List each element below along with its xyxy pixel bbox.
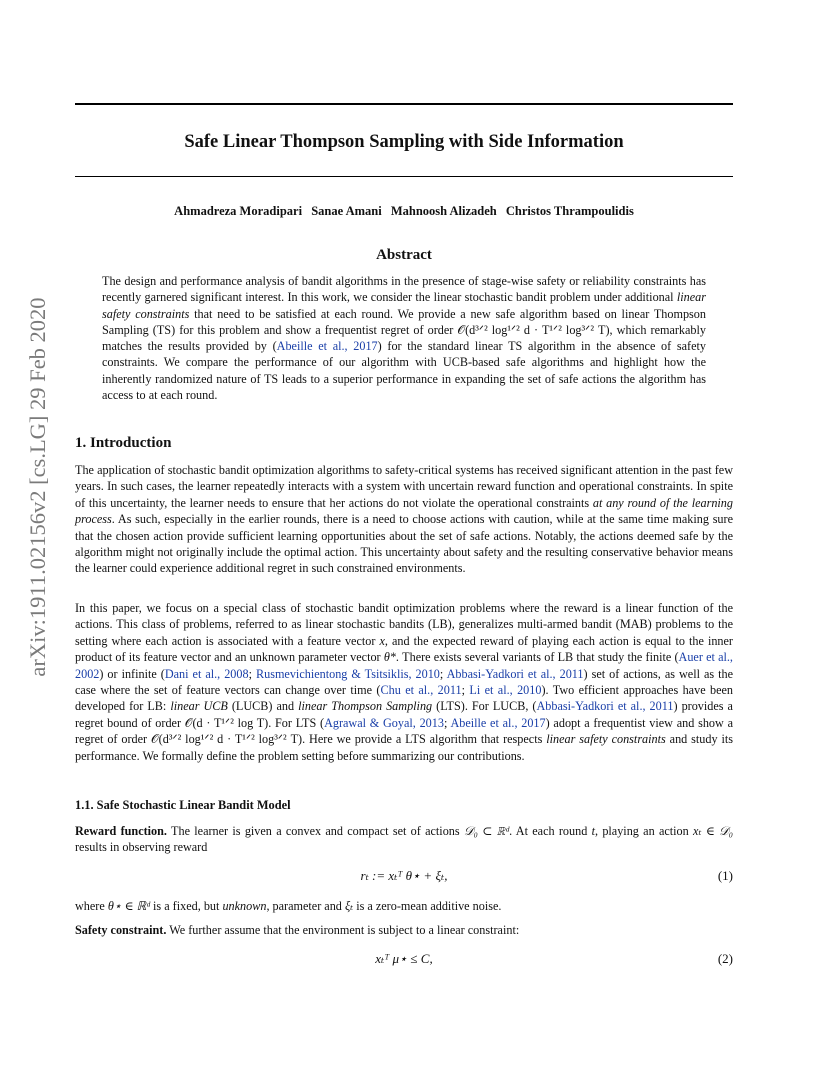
math: 𝒪(d · T¹ᐟ² log T) (184, 715, 269, 730)
math: xₜ ∈ 𝒟₀ (693, 824, 734, 838)
equation-number: (1) (717, 868, 733, 883)
equation-2 (75, 951, 733, 967)
math: θ* (383, 650, 396, 665)
math: θ⋆ ∈ ℝᵈ (107, 899, 150, 913)
equation-number: (2) (717, 951, 733, 966)
arxiv-sidebar (20, 293, 56, 681)
math: 𝒟₀ ⊂ ℝᵈ (463, 824, 510, 838)
paper-title: Safe Linear Thompson Sampling with Side Information (184, 132, 624, 152)
emphasis: linear Thompson Sampling (298, 699, 433, 714)
author-list (75, 204, 733, 219)
intro-paragraph-1: The application of stochastic bandit optimization algorithms to safety-critical systems has received significant attention in the past few years. In such cases, the learner repeatedly interacts with a system with uncertain reward function and operational constraints. In spite of this uncertainty, the learner needs to ensure that her actions do not violate the operational constraints at any round of the learning process. As such, especially in the earlier rounds, there is a need to choose actions with caution, while at the same time making sure that the chosen action provide sufficient learning opportunities about the set of safe actions. Notably, the actions deemed safe by the algorithm might not originally include the optimal action. This uncertainty about safety and the resulting conservative behavior means the learner could experience additional regret in such constrained environments. (75, 463, 733, 576)
math: ξₜ (344, 899, 354, 913)
abstract-text: The design and performance analysis of bandit algorithms in the presence of stage-wise safety or reliability constraints has recently garnered significant interest. In this work, we consider the linear stochastic bandit problem under additional linear safety constraints that need to be satisfied at each round. We provide a new safe algorithm based on linear Thompson Sampling (TS) for this problem and show a frequentist regret of order 𝒪(d³ᐟ² log¹ᐟ² d · T¹ᐟ² log³ᐟ² T), which remarkably matches the results provided by (Abeille et al., 2017) for the standard linear TS algorithm in the absence of safety constraints. We compare the performance of our algorithm with UCB-based safe algorithms and highlight how the inherently randomized nature of TS leads to a superior performance in expanding the set of safe actions the algorithm has access to at each round. (102, 274, 707, 403)
math: t (591, 824, 595, 838)
emphasis: linear safety constraints (546, 732, 666, 747)
citation-link[interactable]: Abeille et al., 2017 (276, 339, 378, 354)
intro-paragraph-2: In this paper, we focus on a special class of stochastic bandit optimization problems where the reward is a linear function of the actions. This class of problems, referred to as linear stochastic bandits (LB), generalizes multi-armed bandit (MAB) problems to the setting where each action is associated with a feature vector x, and the expected reward of playing each action is equal to the inner product of its feature vector and an unknown parameter vector θ*. There exists several variants of LB that study the finite (Auer et al., 2002) or infinite (Dani et al., 2008; Rusmevichientong & Tsitsiklis, 2010; Abbasi-Yadkori et al., 2011) set of actions, as well as the case where the set of feature vectors can change over time (Chu et al., 2011; Li et al., 2010). Two efficient approaches have been developed for LB: linear UCB (LUCB) and linear Thompson Sampling (LTS). For LUCB, (Abbasi-Yadkori et al., 2011) provides a regret bound of order 𝒪(d · T¹ᐟ² log T). For LTS (Agrawal & Goyal, 2013; Abeille et al., 2017) adopt a frequentist view and show a regret of order 𝒪(d³ᐟ² log¹ᐟ² d · T¹ᐟ² log³ᐟ² T). Here we provide a LTS algorithm that respects linear safety constraints and study its performance. We formally define the problem setting before summarizing our contributions. (75, 601, 733, 763)
citation-link[interactable]: Li et al., 2010 (469, 683, 542, 698)
math: x (379, 633, 385, 648)
title-rule-bottom (75, 176, 733, 177)
subsection-heading: 1.1. Safe Stochastic Linear Bandit Model (75, 798, 291, 812)
citation-link[interactable]: Abbasi-Yadkori et al., 2011 (446, 666, 584, 681)
emphasis: unknown (222, 899, 267, 913)
title-rule-top (75, 103, 733, 105)
section-heading: 1. Introduction (75, 435, 172, 451)
reward-paragraph: Reward function. The learner is given a convex and compact set of actions 𝒟₀ ⊂ ℝᵈ. At each round t, playing an action xₜ ∈ 𝒟₀ results in observing reward (75, 824, 734, 855)
math: 𝒪(d³ᐟ² log¹ᐟ² d · T¹ᐟ² log³ᐟ² T) (457, 322, 610, 337)
math: 𝒪(d³ᐟ² log¹ᐟ² d · T¹ᐟ² log³ᐟ² T) (150, 732, 303, 747)
author: Christos Thrampoulidis (505, 204, 634, 218)
where-paragraph: where θ⋆ ∈ ℝᵈ is a fixed, but unknown, parameter and ξₜ is a zero-mean additive noise. (75, 899, 502, 913)
citation-link[interactable]: Rusmevichientong & Tsitsiklis, 2010 (255, 666, 440, 681)
citation-link[interactable]: Abbasi-Yadkori et al., 2011 (536, 699, 674, 714)
safety-paragraph: Safety constraint. We further assume that the environment is subject to a linear constraint: (75, 923, 520, 937)
equation-body: rₜ := xₜᵀ θ⋆ + ξₜ, (360, 868, 448, 883)
abstract-heading: Abstract (376, 247, 432, 263)
citation-link[interactable]: Abeille et al., 2017 (450, 715, 546, 730)
author: Mahnoosh Alizadeh (390, 204, 497, 218)
emphasis: linear UCB (170, 699, 228, 714)
run-in-heading: Reward function. (75, 824, 167, 838)
citation-link[interactable]: Auer et al., 2002 (75, 650, 733, 681)
citation-link[interactable]: Chu et al., 2011 (380, 683, 462, 698)
run-in-heading: Safety constraint. (75, 923, 167, 937)
author: Ahmadreza Moradipari (174, 204, 303, 218)
author: Sanae Amani (311, 204, 382, 218)
emphasis: at any round of the learning process (75, 495, 733, 527)
arxiv-identifier: arXiv:1911.02156v2 [cs.LG] 29 Feb 2020 (25, 297, 50, 677)
citation-link[interactable]: Agrawal & Goyal, 2013 (324, 715, 444, 730)
citation-link[interactable]: Dani et al., 2008 (164, 666, 249, 681)
emphasis: linear safety constraints (102, 290, 706, 321)
equation-body: xₜᵀ μ⋆ ≤ C, (375, 951, 433, 966)
equation-1 (75, 868, 733, 884)
